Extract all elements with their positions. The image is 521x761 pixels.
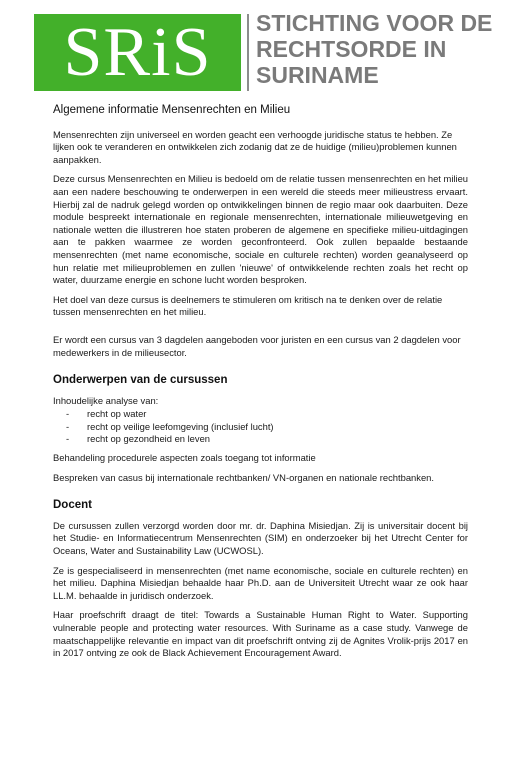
section-heading-topics: Onderwerpen van de cursussen [53, 374, 228, 387]
list-item-text: recht op gezondheid en leven [87, 433, 211, 445]
intro-paragraph: Deze cursus Mensenrechten en Milieu is bedoeld om de relatie tussen mensenrechten en het milieu aan een nadere beschouwing te onderwerpen in een wereld die steeds meer milieustress ervaart. Hierbij zal de nadruk gelegd worden op ontwikkelingen binnen de regio maar ook daarbuiten. Deze module bespreekt internationale en regionale mensenrechten, internationale milieuwetgeving en nationale wetten die illustreren hoe staten proberen de algemene en specifieke milieu-uitdagingen aan te pakken waarmee ze worden geconfronteerd. Ook zullen bepaalde bestaande mensenrechten (met name economische, sociale en culturele rechten) worden geanalyseerd op hun relatie met milieuproblemen en zullen 'nieuwe' of ontwikkelende rechten zoals het recht op water, duurzame energie en schone lucht worden besproken. [53, 173, 468, 286]
org-name-line: SURINAME [256, 62, 379, 88]
org-name-line: STICHTING VOOR DE [256, 10, 493, 36]
org-name-line: RECHTSORDE IN [256, 36, 447, 62]
list-item-text: recht op water [87, 408, 147, 420]
topics-paragraph: Behandeling procedurele aspecten zoals toegang tot informatie [53, 452, 316, 464]
section-heading-docent: Docent [53, 499, 92, 512]
page-header [0, 0, 521, 95]
dash-bullet-icon: - [66, 408, 70, 420]
sris-logo [34, 14, 241, 91]
dash-bullet-icon: - [66, 433, 70, 445]
topics-paragraph: Bespreken van casus bij internationale rechtbanken/ VN-organen en nationale rechtbanken. [53, 471, 434, 483]
list-item-text: recht op veilige leefomgeving (inclusief lucht) [87, 420, 274, 432]
intro-paragraph: Het doel van deze cursus is deelnemers te stimuleren om kritisch na te denken over de relatie tussen mensenrechten en het milieu. [53, 293, 443, 318]
spacer [53, 491, 468, 499]
organization-name [256, 10, 521, 88]
docent-paragraph: Ze is gespecialiseerd in mensenrechten (met name economische, sociale en culturele rechten) en het milieu. Daphina Misiedjan behaalde haar Ph.D. aan de Universiteit Utrecht waar ze ook haar LL.M. behaalde in juridisch onderzoek. [53, 564, 468, 601]
spacer [53, 366, 468, 374]
spacer [53, 326, 468, 334]
topics-lead: Inhoudelijke analyse van: [53, 394, 159, 406]
list-item [53, 433, 468, 446]
intro-paragraph: Er wordt een cursus van 3 dagdelen aangeboden voor juristen en een cursus van 2 dagdelen voor medewerkers in de milieusector. [53, 333, 461, 358]
logo-divider [247, 14, 249, 91]
intro-paragraph: Mensenrechten zijn universeel en worden geacht een verhoogde juridische status te hebben. Ze lijken ook te veranderen en ontwikkelen zich zodanig dat ze de huidige (milieu)problemen kunnen aanpakken. [53, 128, 457, 165]
topics-list [53, 408, 468, 446]
docent-paragraph: Haar proefschrift draagt de titel: Towards a Sustainable Human Right to Water. Supporting vulnerable people and protecting water resources. With Suriname as a case study. Vanwege de maatschappelijke relevantie en impact van dit proefschrift ontving zij de Agnites Vrolik-prijs 2017 en in 2017 ontving ze ook de Black Achievement Encouragement Award. [53, 609, 468, 659]
logo-text: SRiS [63, 14, 212, 91]
list-item [53, 408, 468, 421]
dash-bullet-icon: - [66, 420, 70, 432]
docent-paragraph: De cursussen zullen verzorgd worden door mr. dr. Daphina Misiedjan. Zij is universitair docent bij het Studie- en Informatiecentrum Mensenrechten (SIM) en onderzoeker bij het Utrecht Center for Oceans, Water and Sustainability Law (UCWOSL). [53, 519, 468, 557]
list-item [53, 421, 468, 434]
page-title: Algemene informatie Mensenrechten en Milieu [53, 104, 291, 116]
document-body [53, 104, 468, 667]
